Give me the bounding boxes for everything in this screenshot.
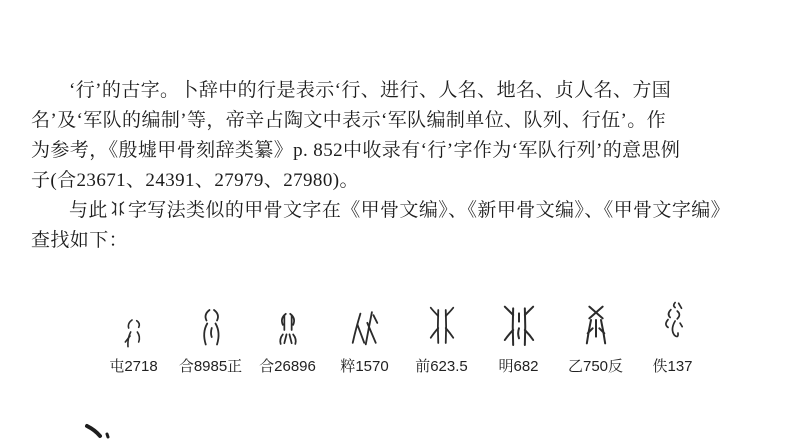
- glyph-item-yi137: [634, 286, 711, 376]
- oracle-xing-variant-3-icon: [269, 308, 307, 352]
- glyph-label: 前623.5: [415, 358, 468, 375]
- partial-next-row-glyph-icon: [83, 423, 123, 439]
- glyph-item-he26896: [249, 286, 326, 376]
- glyph-item-cui1570: [326, 286, 403, 376]
- oracle-xing-variant-2-icon: [193, 304, 229, 352]
- oracle-xing-variant-6-icon: [499, 298, 539, 352]
- paragraph1-line2: 名’及‘军队的编制’等，帝辛占陶文中表示‘军队编制单位、队列、行伍’。作: [31, 110, 667, 131]
- glyph-item-tun2718: [95, 286, 172, 376]
- glyph-item-yi750: [557, 286, 634, 376]
- paragraph2-line1: [31, 196, 730, 226]
- oracle-xing-variant-8-icon: [656, 290, 690, 352]
- glyph-label: 合8985正: [178, 358, 243, 375]
- glyph-label: 合26896: [259, 358, 316, 375]
- glyph-label: 佚137: [652, 358, 693, 375]
- glyph-label: 乙750反: [567, 358, 624, 375]
- paragraph2-text-after: 字写法类似的甲骨文字在《甲骨文编》、《新甲骨文编》、《甲骨文字编》: [127, 200, 731, 221]
- oracle-glyph-row: [95, 286, 715, 376]
- glyph-item-he8985: [172, 286, 249, 376]
- paragraph1-line3: 为参考，《殷墟甲骨刻辞类纂》p. 852中收录有‘行’字作为‘军队行列’的意思例: [31, 140, 681, 161]
- paragraph2-line2: 查找如下：: [31, 230, 129, 251]
- inline-oracle-xing-glyph-icon: [110, 199, 126, 218]
- paragraph1-line1: ‘行’的古字。卜辞中的行是表示‘行、进行、人名、地名、贞人名、方国: [69, 80, 672, 101]
- glyph-item-ming682: [480, 286, 557, 376]
- glyph-label: 明682: [498, 358, 539, 375]
- glyph-label: 屯2718: [109, 358, 158, 375]
- paragraph2-text-before: 与此: [69, 200, 108, 221]
- glyph-item-qian623-5: [403, 286, 480, 376]
- oracle-xing-variant-4-icon: [345, 306, 385, 352]
- oracle-xing-variant-5-icon: [424, 298, 460, 352]
- paragraph1-line4: 子(合23671、24391、27979、27980)。: [31, 170, 359, 191]
- glyph-label: 粹1570: [340, 358, 389, 375]
- body-text: [31, 76, 730, 256]
- oracle-xing-variant-1-icon: [114, 312, 154, 352]
- oracle-xing-variant-7-icon: [576, 298, 616, 352]
